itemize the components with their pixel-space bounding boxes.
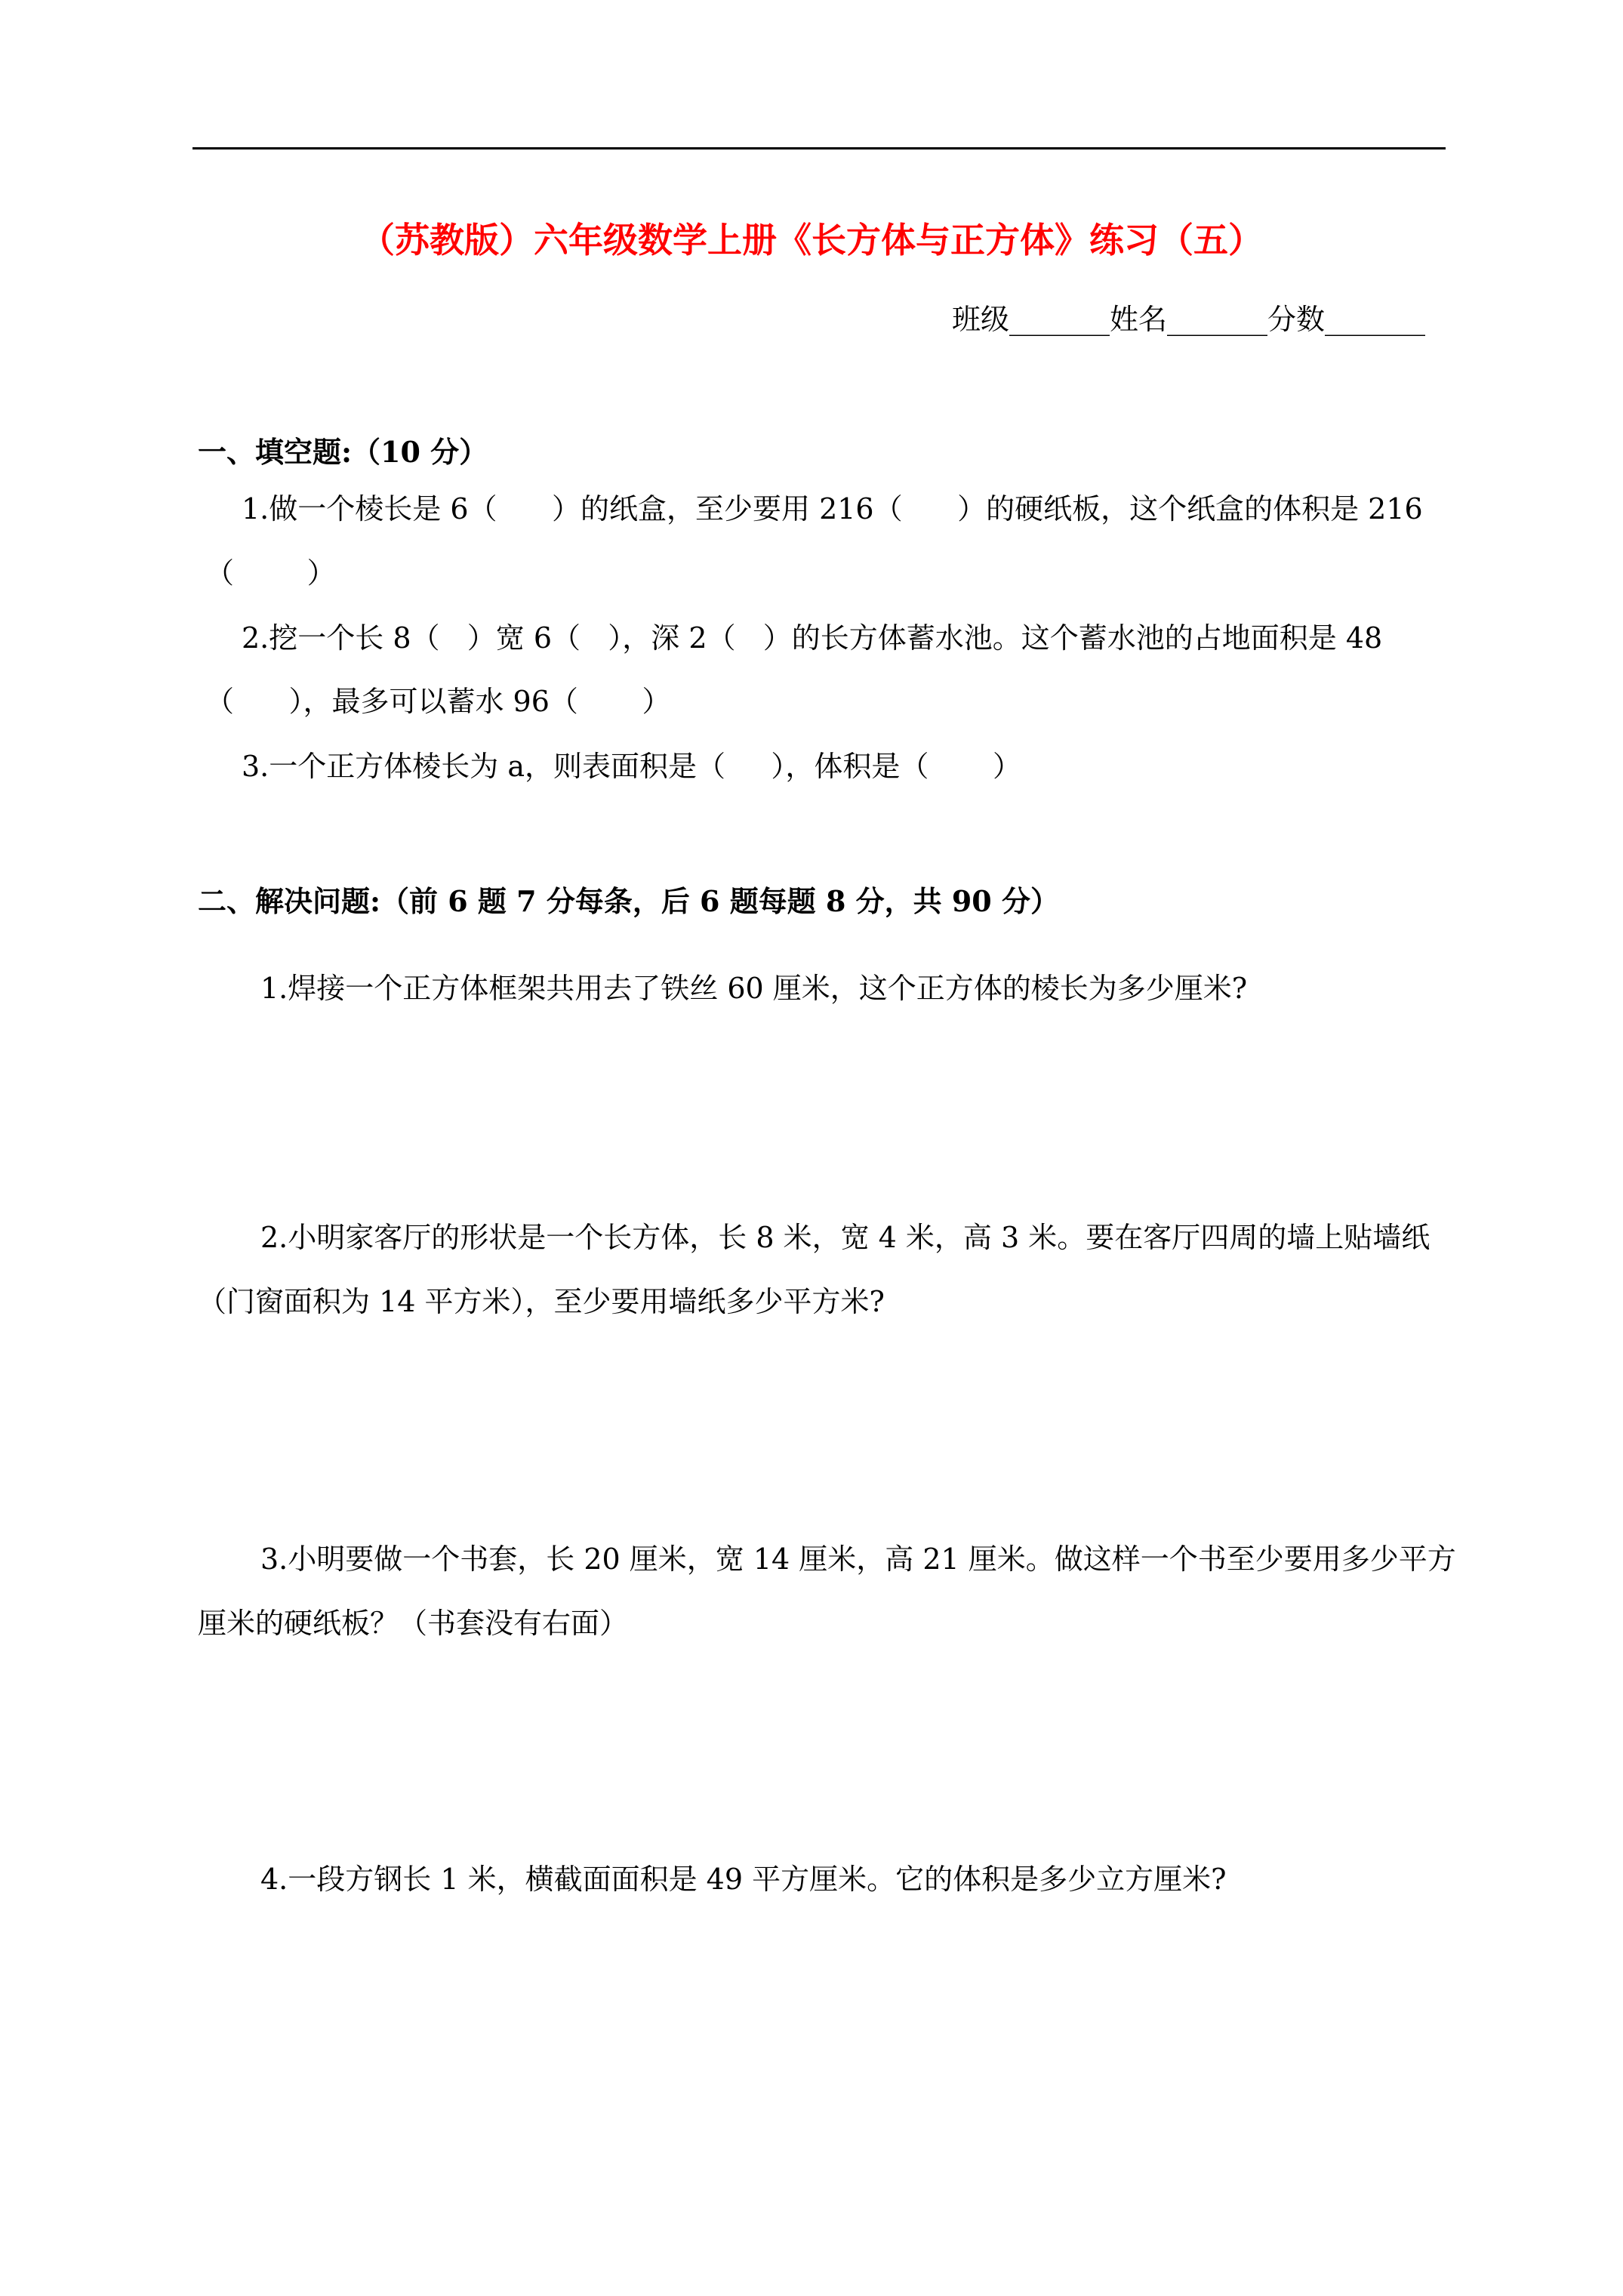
section-2-heading: 二、解决问题:（前 6 题 7 分每条，后 6 题每题 8 分，共 90 分） xyxy=(198,884,1059,918)
fill-blank-q3: 3.一个正方体棱长为 a，则表面积是（ ），体积是（ ） xyxy=(242,750,1021,783)
fill-blank-q2-line1: 2.挖一个长 8（ ）宽 6（ ），深 2（ ）的长方体蓄水池。这个蓄水池的占地面积是 48 xyxy=(242,621,1383,655)
problem-3-line1: 3.小明要做一个书套，长 20 厘米，宽 14 厘米，高 21 厘米。做这样一个书至少要用多少平方 xyxy=(260,1542,1456,1576)
worksheet-title: （苏教版）六年级数学上册《长方体与正方体》练习（五） xyxy=(360,220,1263,260)
fill-blank-q1-line1: 1.做一个棱长是 6（ ）的纸盒，至少要用 216（ ）的硬纸板，这个纸盒的体积是 216 xyxy=(242,492,1423,525)
problem-3-line2: 厘米的硬纸板？（书套没有右面） xyxy=(198,1607,629,1640)
student-info-line: 班级_______姓名_______分数_______ xyxy=(951,303,1425,336)
problem-2-line1: 2.小明家客厅的形状是一个长方体，长 8 米，宽 4 米，高 3 米。要在客厅四周的墙上贴墙纸 xyxy=(260,1221,1431,1254)
fill-blank-q1-line2: （ ） xyxy=(205,556,336,590)
problem-1: 1.焊接一个正方体框架共用去了铁丝 60 厘米，这个正方体的棱长为多少厘米? xyxy=(260,972,1248,1005)
fill-blank-q2-line2: （ ），最多可以蓄水 96（ ） xyxy=(205,685,671,718)
section-1-heading: 一、填空题:（10 分） xyxy=(198,435,488,469)
header-rule xyxy=(192,147,1446,149)
problem-2-line2: （门窗面积为 14 平方米），至少要用墙纸多少平方米? xyxy=(198,1285,885,1318)
problem-4: 4.一段方钢长 1 米，横截面面积是 49 平方厘米。它的体积是多少立方厘米? xyxy=(260,1863,1227,1896)
